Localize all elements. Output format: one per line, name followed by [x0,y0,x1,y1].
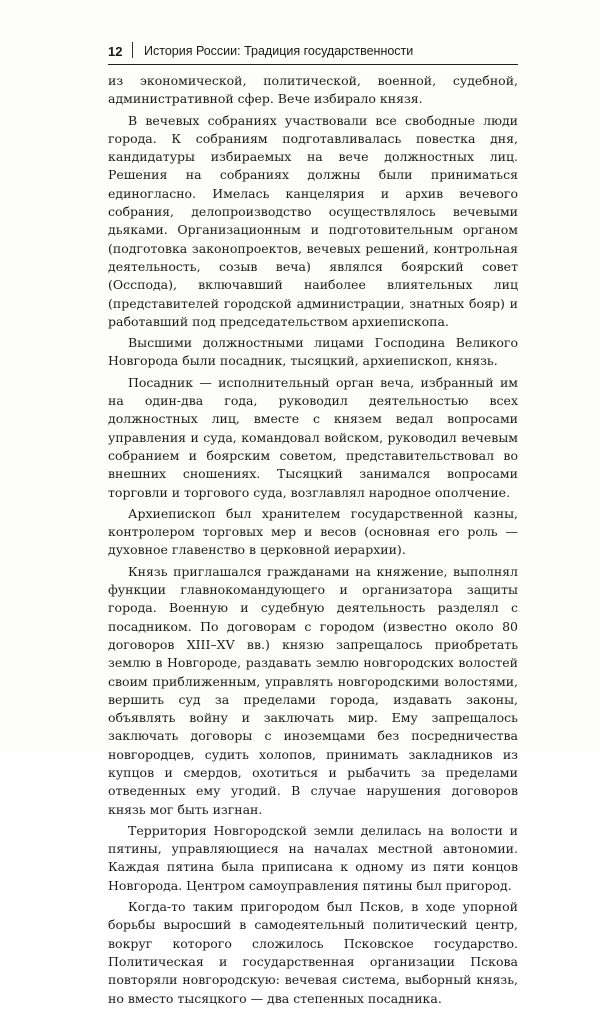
paragraph-prince: Князь приглашался гражданами на княжение, выполнял функции главнокомандующего и организатора защиты города. Военную и судебную деятельность разделял с посадником. По договорам с городом (известно около 80 договоров XIII–XV вв.) князю запрещалось приобретать землю в Новгороде, раздавать землю новгородских волостей своим приближенным, управлять новгородскими волостями, вершить суд за пределами города, издавать законы, объявлять войну и заключать мир. Ему запрещалось заключать договоры с иноземцами без посредничества новгородцев, судить холопов, принимать закладников из купцов и смердов, охотиться и рыбачить за пределами отведенных ему угодий. В случае нарушения договоров князь мог быть изгнан. [108,563,518,817]
paragraph-posadnik: Посадник — исполнительный орган веча, избранный им на один-два года, руководил деятельностью всех должностных лиц, вместе с князем ведал вопросами управления и суда, командовал войском, руководил вечевым собранием и боярским советом, представительствовал во внешних сношениях. Тысяцкий занимался вопросами торговли и торгового суда, возглавлял народное ополчение. [108,374,518,500]
paragraph-veche-meetings: В вечевых собраниях участвовали все свободные люди города. К собраниям подготавливалась повестка дня, кандидатуры избираемых на вече должностных лиц. Решения на собраниях должны были приниматься единогласно. Имелась канцелярия и архив вечевого собрания, делопроизводство осуществлялось вечевыми дьяками. Организационным и подготовительным органом (подготовка законопроектов, вечевых решений, контрольная деятельность, созыв веча) являлся боярский совет (Осспода), включавший наиболее влиятельных лиц (представителей городской администрации, знатных бояр) и работавший под председательством архиепископа. [108,112,518,329]
header-rule [108,64,518,65]
header-title: История России: Традиция государственности [144,44,414,58]
header-divider [132,42,133,58]
paragraph-highest-officials: Высшими должностными лицами Господина Великого Новгорода были посадник, тысяцкий, архиепископ, князь. [108,335,518,369]
body-text [108,72,518,1011]
paragraph-continued: из экономической, политической, военной, судебной, административной сфер. Вече избирало князя. [108,73,518,107]
paragraph-territory: Территория Новгородской земли делилась на волости и пятины, управляющиеся на началах местной автономии. Каждая пятина была приписана к одному из пяти концов Новгорода. Центром самоуправления пятины был пригород. [108,822,518,893]
running-header [108,41,518,67]
page-number: 12 [108,44,123,59]
paragraph-archbishop: Архиепископ был хранителем государственной казны, контролером торговых мер и весов (основная его роль — духовное главенство в церковной иерархии). [108,505,518,558]
paragraph-pskov: Когда-то таким пригородом был Псков, в ходе упорной борьбы выросший в самодеятельный политический центр, вокруг которого сложилось Псковское государство. Политическая и государственная организации Пскова повторяли новгородскую: вечевая система, выборный князь, но вместо тысяцкого — два степенных посадника. [108,899,518,1006]
